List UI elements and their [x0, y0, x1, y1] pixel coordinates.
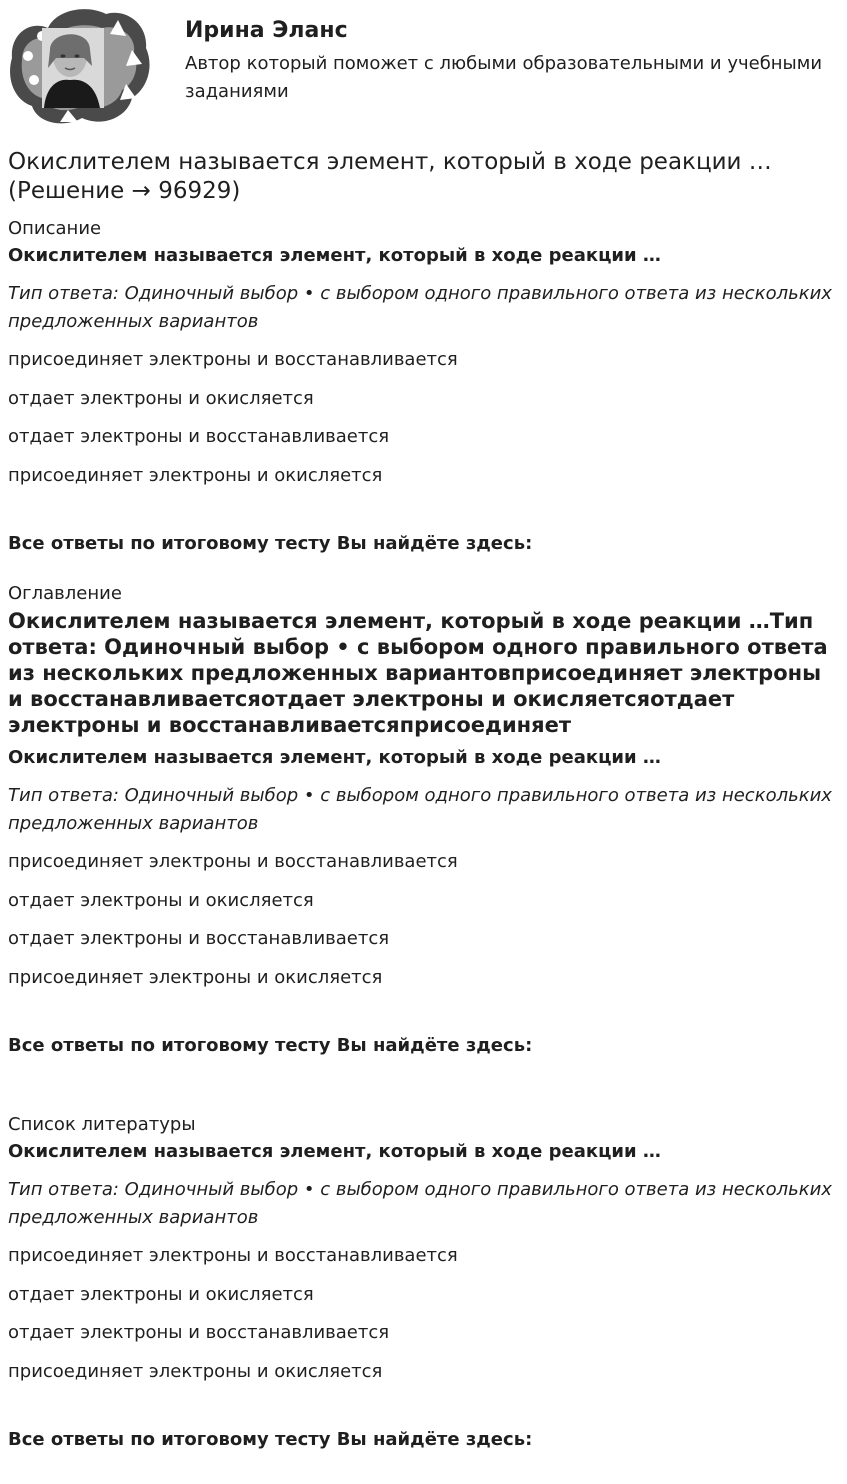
question-type: Тип ответа: Одиночный выбор • с выбором одного правильного ответа из нескольких предложенных вариантов [8, 283, 832, 332]
answer-option: отдает электроны и окисляется [8, 1283, 314, 1305]
toc-heading: Окислителем называется элемент, который в ходе реакции …Тип ответа: Одиночный выбор • с выбором одного правильного ответа из нескольких предложенных вариантовприсоединяет электроны и восстанавливаетсяотдает электроны и окисляетсяотдает электроны и восстанавливаетсяприсоединяет [8, 609, 828, 737]
section-label-description: Описание [8, 218, 102, 239]
all-answers-note: Все ответы по итоговому тесту Вы найдёте здесь: [8, 1034, 533, 1056]
question-title: Окислителем называется элемент, который в ходе реакции … [8, 747, 661, 768]
answer-option: присоединяет электроны и окисляется [8, 464, 383, 486]
literature-section [8, 1112, 838, 1453]
question-type: Тип ответа: Одиночный выбор • с выбором одного правильного ответа из нескольких предложенных вариантов [8, 785, 832, 834]
toc-section [8, 581, 838, 1059]
section-label-literature: Список литературы [8, 1114, 196, 1135]
question-type: Тип ответа: Одиночный выбор • с выбором одного правильного ответа из нескольких предложенных вариантов [8, 1179, 832, 1228]
description-section [8, 216, 838, 557]
answer-option: отдает электроны и окисляется [8, 387, 314, 409]
all-answers-note: Все ответы по итоговому тесту Вы найдёте здесь: [8, 1428, 533, 1450]
question-title: Окислителем называется элемент, который в ходе реакции … [8, 245, 661, 266]
answer-option: отдает электроны и восстанавливается [8, 1322, 390, 1343]
answer-option: присоединяет электроны и окисляется [8, 1360, 383, 1382]
answer-option: присоединяет электроны и окисляется [8, 966, 383, 988]
author-bio: Автор который поможет с любыми образовательными и учебными заданиями [185, 53, 823, 102]
answer-option: присоединяет электроны и восстанавливается [8, 851, 458, 872]
section-label-toc: Оглавление [8, 583, 122, 604]
answer-option: отдает электроны и восстанавливается [8, 928, 390, 949]
avatar[interactable] [8, 6, 152, 126]
page-title: Окислителем называется элемент, который в ходе реакции … (Решение → 96929) [8, 149, 772, 204]
answer-option: отдает электроны и окисляется [8, 889, 314, 911]
answer-option: присоединяет электроны и восстанавливается [8, 349, 458, 370]
author-photo [42, 28, 104, 108]
author-card [8, 6, 838, 128]
answer-option: отдает электроны и восстанавливается [8, 426, 390, 447]
author-name[interactable]: Ирина Эланс [185, 18, 348, 43]
all-answers-note: Все ответы по итоговому тесту Вы найдёте здесь: [8, 532, 533, 554]
answer-option: присоединяет электроны и восстанавливается [8, 1245, 458, 1266]
question-title: Окислителем называется элемент, который в ходе реакции … [8, 1141, 661, 1162]
